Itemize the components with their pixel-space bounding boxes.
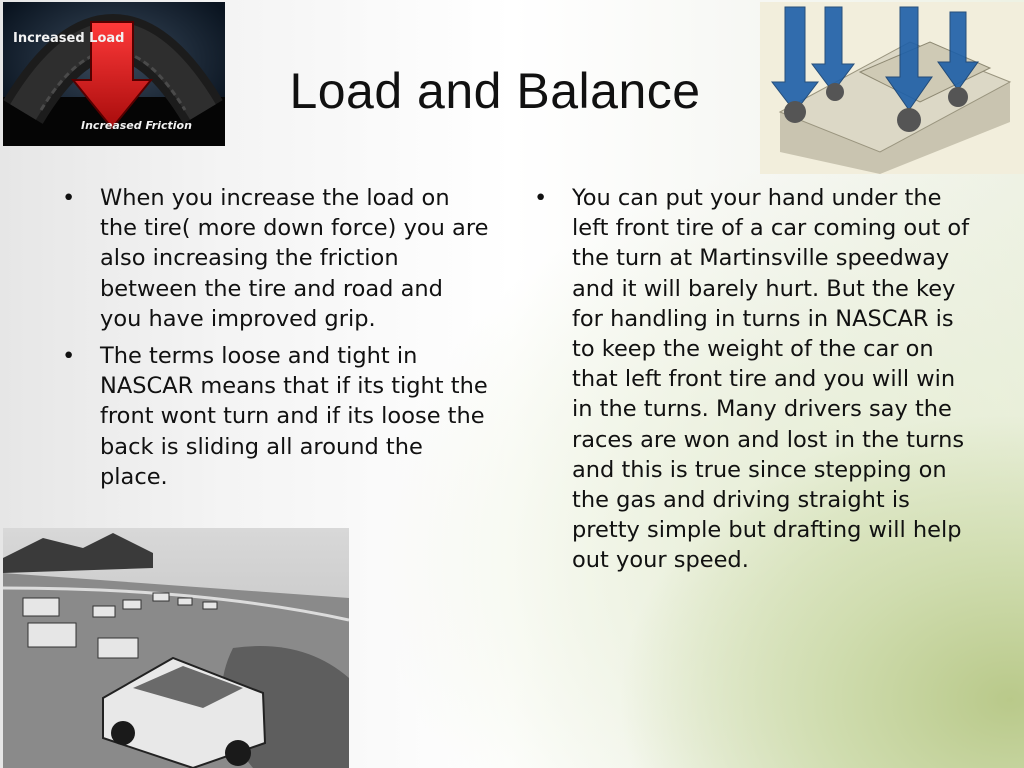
bullet-marker: • [62, 185, 76, 211]
bullet-text: When you increase the load on the tire( more down force) you are also increasing the friction between the tire and road and you have improved grip. [100, 185, 489, 332]
car-weight-diagram-image [760, 2, 1024, 174]
tire-label-top: Increased Load [13, 31, 125, 46]
list-item [60, 183, 490, 334]
bullet-marker: • [534, 185, 548, 211]
bullet-text: You can put your hand under the left front tire of a car coming out of the turn at Martinsville speedway and it will barely hurt. But the key for handling in turns in NASCAR is to keep the weight of the car on that left front tire and you will win in the turns. Many drivers say the races are won and lost in the turns and this is true since stepping on the gas and driving straight is pretty simple but drafting will help out your speed. [572, 185, 970, 574]
bullet-text: The terms loose and tight in NASCAR means that if its tight the front wont turn and if its loose the back is sliding all around the place. [100, 343, 488, 490]
tire-label-bottom: Increased Friction [81, 119, 192, 132]
left-bullet-column [60, 183, 490, 499]
increased-load-tire-image [3, 2, 225, 146]
list-item [532, 183, 972, 576]
right-bullet-list [532, 183, 972, 576]
right-bullet-column [532, 183, 972, 583]
list-item [60, 341, 490, 492]
left-bullet-list [60, 183, 490, 492]
nascar-race-photo [3, 528, 349, 768]
bullet-marker: • [62, 343, 76, 370]
slide-title: Load and Balance [289, 63, 701, 119]
